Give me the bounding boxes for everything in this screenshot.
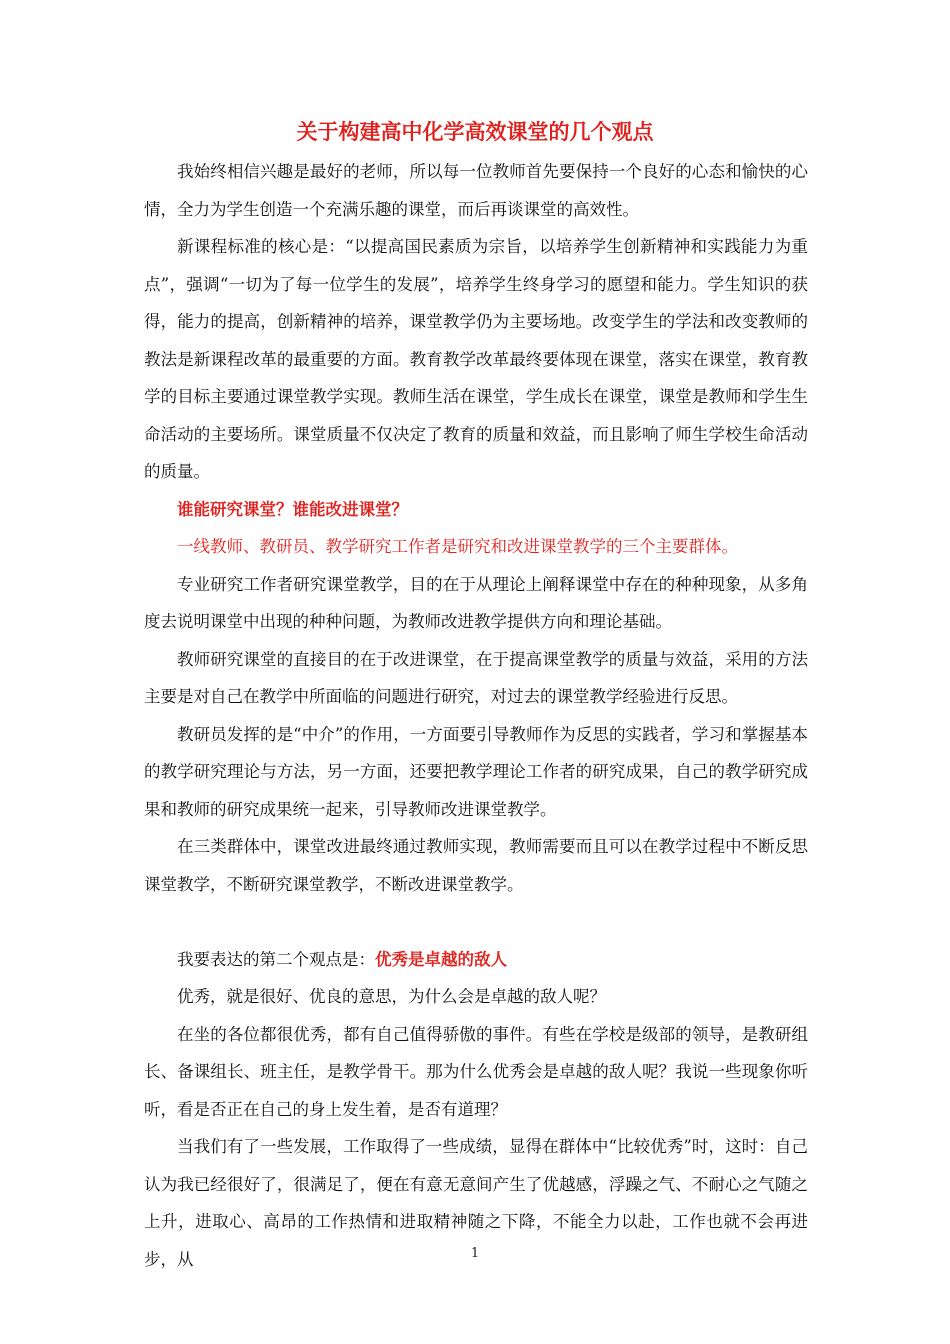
paragraph-9: 优秀，就是很好、优良的意思，为什么会是卓越的敌人呢？ bbox=[177, 987, 606, 1006]
paragraph-8-prefix: 我要表达的第二个观点是： bbox=[177, 949, 375, 969]
paragraph-8 bbox=[144, 941, 808, 979]
paragraph-11: 当我们有了一些发展，工作取得了一些成绩，显得在群体中“比较优秀”时，这时：自己认为我已经很好了，很满足了，便在有意无意间产生了优越感，浮躁之气、不耐心之气随之上升，进取心、高昂的工作热情和进取精神随之下降，不能全力以赴，工作也就不会再进步，从 bbox=[144, 1137, 808, 1269]
paragraph-2: 新课程标准的核心是：“以提高国民素质为宗旨，以培养学生创新精神和实践能力为重点”，强调“一切为了每一位学生的发展”，培养学生终身学习的愿望和能力。学生知识的获得，能力的提高，创新精神的培养，课堂教学仍为主要场地。改变学生的学法和改变教师的教法是新课程改革的最重要的方面。教育教学改革最终要体现在课堂，落实在课堂，教育教学的目标主要通过课堂教学实现。教师生活在课堂，学生成长在课堂，课堂是教师和学生生命活动的主要场所。课堂质量不仅决定了教育的质量和效益，而且影响了师生学校生命活动的质量。 bbox=[144, 237, 808, 481]
paragraph-7: 在三类群体中，课堂改进最终通过教师实现，教师需要而且可以在教学过程中不断反思课堂教学，不断研究课堂教学，不断改进课堂教学。 bbox=[144, 837, 808, 894]
paragraph-4: 专业研究工作者研究课堂教学，目的在于从理论上阐释课堂中存在的种种现象，从多角度去说明课堂中出现的种种问题，为教师改进教学提供方向和理论基础。 bbox=[144, 574, 808, 631]
paragraph-8-highlight: 优秀是卓越的敌人 bbox=[375, 949, 507, 969]
page-title: 关于构建高中化学高效课堂的几个观点 bbox=[296, 120, 654, 144]
paragraph-1: 我始终相信兴趣是最好的老师，所以每一位教师首先要保持一个良好的心态和愉快的心情，全力为学生创造一个充满乐趣的课堂，而后再谈课堂的高效性。 bbox=[144, 162, 808, 219]
paragraph-6: 教研员发挥的是“中介”的作用，一方面要引导教师作为反思的实践者，学习和掌握基本的教学研究理论与方法，另一方面，还要把教学理论工作者的研究成果，自己的教学研究成果和教师的研究成果统一起来，引导教师改进课堂教学。 bbox=[144, 724, 808, 819]
paragraph-10: 在坐的各位都很优秀，都有自己值得骄傲的事件。有些在学校是级部的领导，是教研组长、备课组长、班主任，是教学骨干。那为什么优秀会是卓越的敌人呢？我说一些现象你听听，看是否正在自己的身上发生着，是否有道理？ bbox=[144, 1024, 808, 1119]
paragraph-5: 教师研究课堂的直接目的在于改进课堂，在于提高课堂教学的质量与效益，采用的方法主要是对自己在教学中所面临的问题进行研究，对过去的课堂教学经验进行反思。 bbox=[144, 649, 808, 706]
body-text bbox=[144, 153, 808, 1278]
page-number: 1 bbox=[470, 1246, 480, 1261]
blank-line bbox=[144, 903, 808, 941]
section-heading-1: 谁能研究课堂？谁能改进课堂？ bbox=[177, 499, 408, 519]
paragraph-3: 一线教师、教研员、教学研究工作者是研究和改进课堂教学的三个主要群体。 bbox=[177, 537, 738, 556]
